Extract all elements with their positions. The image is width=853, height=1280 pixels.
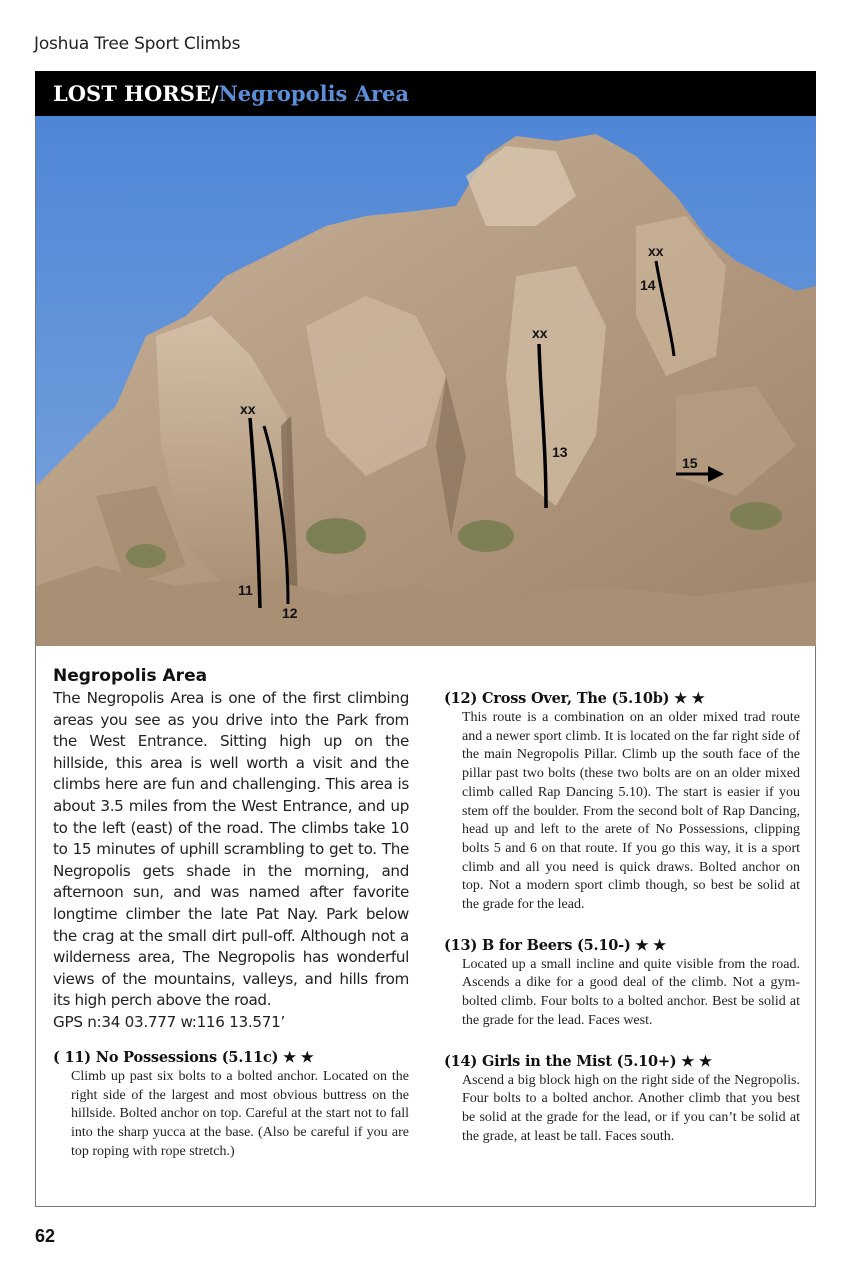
- right-column: [444, 690, 800, 1146]
- route-label-14: 14: [640, 277, 656, 293]
- area-banner: [35, 71, 816, 116]
- bolt-anchor-mark: xx: [240, 401, 256, 417]
- route-description: Ascend a big block high on the right side of the Negropolis. Four bolts to a bolted anchor. Another climb that you best be solid at the grade for the lead, or if you can’t be solid at the grade, at least be tall. Faces south.: [462, 1072, 800, 1144]
- route-title: (13) B for Beers (5.10-) ★ ★: [444, 936, 666, 954]
- route-entry: [53, 1049, 409, 1162]
- running-head: Joshua Tree Sport Climbs: [34, 34, 241, 54]
- banner-area: LOST HORSE/: [53, 81, 219, 106]
- route-title: (12) Cross Over, The (5.10b) ★ ★: [444, 690, 705, 707]
- route-label-15: 15: [682, 455, 698, 471]
- route-title: ( 11) No Possessions (5.11c) ★ ★: [53, 1048, 314, 1066]
- area-description: The Negropolis Area is one of the first climbing areas you see as you drive into the Park from the West Entrance. Sitting high up on the hillside, this area is well worth a visit and the climbs here are fun and challenging. This area is about 3.5 miles from the West Entrance, and up to the left (east) of the road. The climbs take 10 to 15 minutes of uphill scrambling to get to. The Negropolis gets shade in the morning, and afternoon sun, and was named after favorite longtime climber the late Pat Nay. Park below the crag at the small dirt pull-off. Although not a wilderness area, The Negropolis has wonderful views of the mountains, valleys, and hills from its high perch above the road.: [53, 689, 409, 1010]
- route-label-13: 13: [552, 444, 568, 460]
- route-entry: [444, 690, 800, 915]
- route-label-12: 12: [282, 605, 298, 621]
- route-entry: [444, 937, 800, 1031]
- route-label-11: 11: [238, 582, 253, 598]
- route-entry: [444, 1053, 800, 1147]
- crag-photo: [36, 116, 816, 646]
- route-title: (14) Girls in the Mist (5.10+) ★ ★: [444, 1052, 712, 1070]
- route-description: Climb up past six bolts to a bolted anchor. Located on the right side of the largest and most obvious buttress on the hillside. Bolted anchor on top. Careful at the start not to fall into the sharp yucca at the base. (Also be careful if you are top roping with rope stretch.): [71, 1068, 409, 1159]
- bolt-anchor-mark: xx: [532, 325, 548, 341]
- gps-coordinates: GPS n:34 03.777 w:116 13.571’: [53, 1012, 286, 1031]
- bolt-anchor-mark: xx: [648, 243, 664, 259]
- page-number: 62: [35, 1226, 56, 1246]
- left-column: [53, 666, 409, 1161]
- section-title: Negropolis Area: [53, 666, 208, 686]
- route-description: Located up a small incline and quite visible from the road. Ascends a dike for a good deal of the climb. Not a gym-bolted climb. Four bolts to a bolted anchor. Best be solid at the grade for the lead. Faces west.: [462, 956, 800, 1028]
- route-description: This route is a combination on an older mixed trad route and a newer sport climb. It is located on the far right side of the main Negropolis Pillar. Climb up the south face of the pillar past two bolts (these two bolts are on an older mixed climb called Rap Dancing 5.10). The start is easier if you stem off the boulder. From the second bolt of Rap Dancing, head up and left to the arete of No Possessions, clipping bolts 5 and 6 on that route. If you go this way, it is a sport climb and all you need is quick draws. Bolted anchor on top. Not a modern sport climb though, so best be solid at the grade for the lead.: [462, 710, 800, 913]
- banner-sub-area: Negropolis Area: [218, 81, 410, 106]
